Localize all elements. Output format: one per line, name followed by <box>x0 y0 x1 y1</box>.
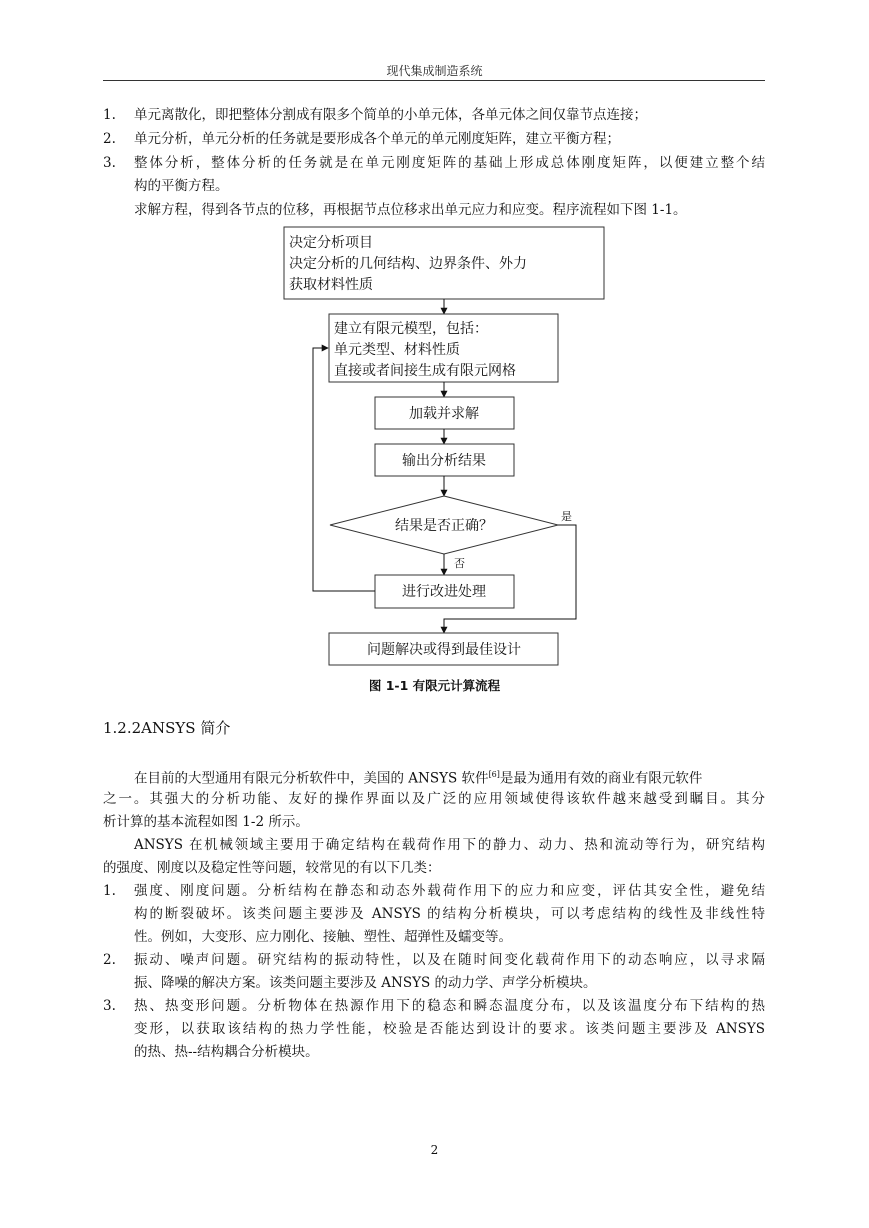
citation-ref: [6] <box>488 770 500 779</box>
list-item-text: 的热、热--结构耦合分析模块。 <box>134 1044 319 1060</box>
flowchart-box-project-line: 获取材料性质 <box>289 277 373 293</box>
section-heading: 1.2.2ANSYS 简介 <box>103 719 231 737</box>
flowchart-box-model-line: 单元类型、材料性质 <box>334 342 460 358</box>
list-number: 3. <box>103 155 116 171</box>
list-item-text: 振动、噪声问题。研究结构的振动特性，以及在随时间变化载荷作用下的动态响应，以寻求隔 <box>134 952 765 968</box>
flowchart-no-label: 否 <box>454 557 465 570</box>
paragraph-line: 之一。其强大的分析功能、友好的操作界面以及广泛的应用领域使得该软件越来越受到瞩目。其分 <box>103 791 765 807</box>
list-item-text: 强度、刚度问题。分析结构在静态和动态外载荷作用下的应力和应变，评估其安全性，避免结 <box>134 883 765 899</box>
paragraph-text: 在目前的大型通用有限元分析软件中，美国的 ANSYS 软件 <box>134 770 489 787</box>
flowchart-box-output-label: 输出分析结果 <box>402 453 486 469</box>
list-item-text: 变形，以获取该结构的热力学性能，校验是否能达到设计的要求。该类问题主要涉及 ANSYS <box>134 1021 765 1037</box>
flowchart-box-project-line: 决定分析的几何结构、边界条件、外力 <box>289 256 527 272</box>
flowchart-box-model-line: 建立有限元模型，包括： <box>334 321 488 337</box>
list-item-text: 整体分析，整体分析的任务就是在单元刚度矩阵的基础上形成总体刚度矩阵，以便建立整个结 <box>134 155 765 171</box>
list-number: 1. <box>103 883 116 899</box>
page-header-title: 现代集成制造系统 <box>386 64 483 78</box>
paragraph-text: 是最为通用有效的商业有限元软件 <box>499 770 703 787</box>
flowchart-box-improve-label: 进行改进处理 <box>402 584 486 600</box>
page-number: 2 <box>430 1143 439 1157</box>
list-item-text: 性。例如，大变形、应力刚化、接触、塑性、超弹性及蠕变等。 <box>134 929 512 945</box>
list-number: 2. <box>103 952 116 968</box>
figure-caption: 图 1-1 有限元计算流程 <box>368 678 501 693</box>
paragraph-line: 析计算的基本流程如图 1-2 所示。 <box>103 814 309 830</box>
flowchart-box-solve-label: 加载并求解 <box>409 406 479 422</box>
flowchart-box-project-line: 决定分析项目 <box>289 235 373 251</box>
flowchart-box-model-line: 直接或者间接生成有限元网格 <box>334 363 516 379</box>
paragraph-line: ANSYS 在机械领域主要用于确定结构在载荷作用下的静力、动力、热和流动等行为，研究结构 <box>134 837 765 853</box>
paragraph-line: 的强度、刚度以及稳定性等问题，较常见的有以下几类： <box>103 860 441 876</box>
list-number: 1. <box>103 107 116 123</box>
list-item-text: 单元分析，单元分析的任务就是要形成各个单元的单元刚度矩阵，建立平衡方程； <box>134 131 620 147</box>
flowchart-decision-label: 结果是否正确？ <box>395 518 493 534</box>
list-item-text: 构的断裂破坏。该类问题主要涉及 ANSYS 的结构分析模块，可以考虑结构的线性及非线性特 <box>134 906 765 922</box>
list-number: 3. <box>103 998 116 1014</box>
flowchart-yes-label: 是 <box>561 510 572 523</box>
list-number: 2. <box>103 131 116 147</box>
list-item-text: 振、降噪的解决方案。该类问题主要涉及 ANSYS 的动力学、声学分析模块。 <box>134 975 597 991</box>
list-item-text: 构的平衡方程。 <box>134 178 229 194</box>
paragraph-line <box>134 766 702 788</box>
flowchart-feedback-line <box>313 348 375 591</box>
list-item-text: 热、热变形问题。分析物体在热源作用下的稳态和瞬态温度分布，以及该温度分布下结构的热 <box>134 998 765 1014</box>
list-item-text: 单元离散化，即把整体分割成有限多个简单的小单元体，各单元体之间仅靠节点连接； <box>134 107 647 123</box>
flowchart-box-final-label: 问题解决或得到最佳设计 <box>367 642 521 658</box>
intro-paragraph: 求解方程，得到各节点的位移，再根据节点位移求出单元应力和应变。程序流程如下图 1-1。 <box>134 202 687 218</box>
